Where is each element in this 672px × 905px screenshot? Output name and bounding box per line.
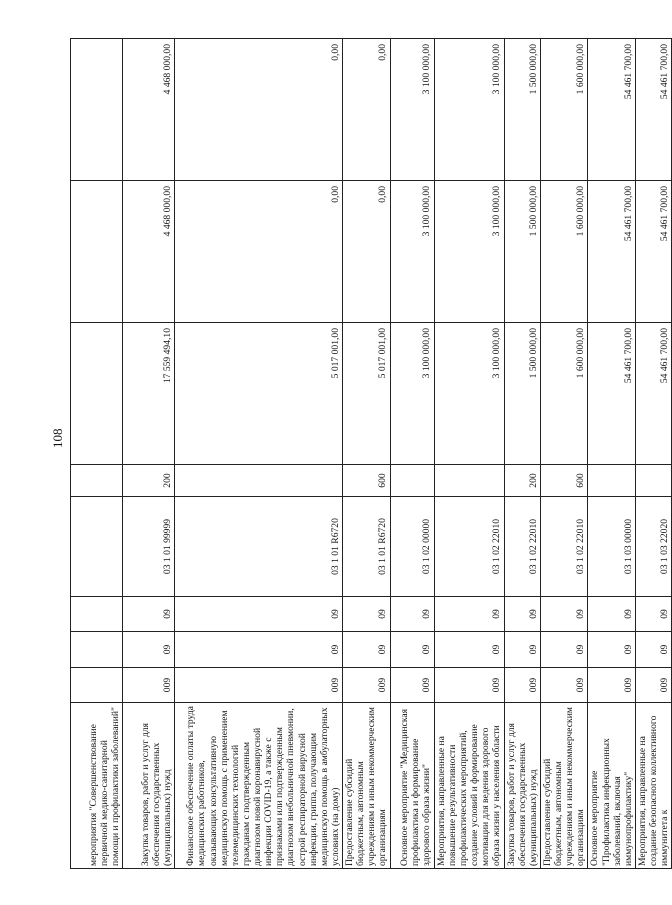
cell-admin-code: 009 xyxy=(540,668,588,703)
table-row xyxy=(504,39,540,869)
cell-expense-type: 200 xyxy=(504,465,540,497)
cell-amount-year-1: 5 017 001,00 xyxy=(343,323,391,465)
cell-amount-year-3: 4 468 000,00 xyxy=(123,39,175,181)
cell-amount-year-3: 0,00 xyxy=(175,39,343,181)
cell-amount-year-1: 3 100 000,00 xyxy=(434,323,504,465)
cell-row-name: Предоставление субсидий бюджетным, автономным учреждениям и иным некоммерческим организациям xyxy=(343,703,391,869)
cell-amount-year-1 xyxy=(71,323,123,465)
cell-admin-code: 009 xyxy=(504,668,540,703)
cell-amount-year-3: 3 100 000,00 xyxy=(434,39,504,181)
rotated-table-wrapper xyxy=(70,39,672,869)
cell-amount-year-3: 0,00 xyxy=(343,39,391,181)
cell-amount-year-3: 54 461 700,00 xyxy=(635,39,671,181)
cell-amount-year-2: 54 461 700,00 xyxy=(635,181,671,323)
cell-subsection-code: 09 xyxy=(588,597,636,632)
cell-section-code: 09 xyxy=(504,632,540,668)
cell-target-article: 03 1 01 R6720 xyxy=(175,497,343,597)
cell-row-name: Финансовое обеспечение оплаты труда медицинских работников, оказывающих консультативную медицинскую помощь с применением телемедицинских технологий гражданам с подтвержденным диагнозом новой коронавирусной инфекции COVID-19, а также с признаками или подтвержденным диагнозом внебольничной пневмонии, острой респираторной вирусной инфекции, гриппа, получающим медицинскую помощь в амбулаторных условиях (на дому) xyxy=(175,703,343,869)
cell-section-code: 09 xyxy=(540,632,588,668)
cell-subsection-code: 09 xyxy=(390,597,434,632)
cell-amount-year-2: 3 100 000,00 xyxy=(390,181,434,323)
cell-row-name: Предоставление субсидий бюджетным, автономным учреждениям и иным некоммерческим организациям xyxy=(540,703,588,869)
cell-admin-code: 009 xyxy=(588,668,636,703)
cell-subsection-code: 09 xyxy=(635,597,671,632)
cell-row-name: Основное мероприятие "Профилактика инфекционных заболеваний, включая иммунопрофилактику" xyxy=(588,703,636,869)
cell-section-code: 09 xyxy=(343,632,391,668)
table-row xyxy=(175,39,343,869)
cell-amount-year-1: 3 100 000,00 xyxy=(390,323,434,465)
cell-row-name: Мероприятия, направленные на повышение результативности профилактических мероприятий, создание условий и формирование мотивации для ведения здорового образа жизни у населения области xyxy=(434,703,504,869)
cell-admin-code: 009 xyxy=(175,668,343,703)
cell-amount-year-2: 3 100 000,00 xyxy=(434,181,504,323)
cell-subsection-code xyxy=(71,597,123,632)
cell-expense-type: 200 xyxy=(123,465,175,497)
cell-amount-year-2 xyxy=(71,181,123,323)
cell-expense-type xyxy=(175,465,343,497)
page-number: 108 xyxy=(50,428,65,448)
cell-admin-code: 009 xyxy=(123,668,175,703)
cell-section-code: 09 xyxy=(123,632,175,668)
table-row xyxy=(635,39,671,869)
cell-amount-year-2: 1 500 000,00 xyxy=(504,181,540,323)
cell-subsection-code: 09 xyxy=(123,597,175,632)
table-body xyxy=(71,39,672,869)
cell-amount-year-1: 1 600 000,00 xyxy=(540,323,588,465)
cell-amount-year-3: 54 461 700,00 xyxy=(588,39,636,181)
cell-subsection-code: 09 xyxy=(434,597,504,632)
cell-expense-type: 600 xyxy=(540,465,588,497)
cell-target-article: 03 1 01 99999 xyxy=(123,497,175,597)
cell-admin-code: 009 xyxy=(434,668,504,703)
cell-expense-type xyxy=(588,465,636,497)
cell-target-article: 03 1 03 22020 xyxy=(635,497,671,597)
cell-admin-code: 009 xyxy=(390,668,434,703)
cell-section-code xyxy=(71,632,123,668)
cell-amount-year-2: 4 468 000,00 xyxy=(123,181,175,323)
cell-amount-year-2: 54 461 700,00 xyxy=(588,181,636,323)
table-row xyxy=(390,39,434,869)
cell-amount-year-1: 54 461 700,00 xyxy=(588,323,636,465)
cell-amount-year-3: 3 100 000,00 xyxy=(390,39,434,181)
cell-subsection-code: 09 xyxy=(175,597,343,632)
cell-admin-code: 009 xyxy=(343,668,391,703)
table-row xyxy=(123,39,175,869)
cell-row-name: Основное мероприятие "Медицинская профилактика и формирование здорового образа жизни" xyxy=(390,703,434,869)
cell-target-article: 03 1 02 22010 xyxy=(434,497,504,597)
cell-row-name: Закупка товаров, работ и услуг для обеспечения государственных (муниципальных) нужд xyxy=(504,703,540,869)
cell-expense-type: 600 xyxy=(343,465,391,497)
cell-amount-year-3: 1 500 000,00 xyxy=(504,39,540,181)
cell-target-article xyxy=(71,497,123,597)
cell-section-code: 09 xyxy=(434,632,504,668)
cell-admin-code: 009 xyxy=(635,668,671,703)
cell-target-article: 03 1 03 00000 xyxy=(588,497,636,597)
cell-target-article: 03 1 02 22010 xyxy=(540,497,588,597)
cell-target-article: 03 1 02 22010 xyxy=(504,497,540,597)
cell-amount-year-2: 0,00 xyxy=(343,181,391,323)
cell-amount-year-3 xyxy=(71,39,123,181)
table-row xyxy=(540,39,588,869)
cell-row-name: мероприятия "Совершенствование первичной медико-санитарной помощи и профилактики заболеваний" xyxy=(71,703,123,869)
cell-amount-year-1: 1 500 000,00 xyxy=(504,323,540,465)
cell-section-code: 09 xyxy=(588,632,636,668)
cell-expense-type xyxy=(390,465,434,497)
cell-section-code: 09 xyxy=(635,632,671,668)
cell-row-name: Закупка товаров, работ и услуг для обеспечения государственных (муниципальных) нужд xyxy=(123,703,175,869)
cell-amount-year-1: 5 017 001,00 xyxy=(175,323,343,465)
cell-target-article: 03 1 02 00000 xyxy=(390,497,434,597)
budget-table xyxy=(70,38,672,869)
cell-admin-code xyxy=(71,668,123,703)
cell-amount-year-3: 1 600 000,00 xyxy=(540,39,588,181)
table-row xyxy=(71,39,123,869)
cell-expense-type xyxy=(635,465,671,497)
cell-expense-type xyxy=(434,465,504,497)
cell-subsection-code: 09 xyxy=(540,597,588,632)
cell-amount-year-2: 0,00 xyxy=(175,181,343,323)
cell-amount-year-2: 1 600 000,00 xyxy=(540,181,588,323)
table-row xyxy=(588,39,636,869)
cell-amount-year-1: 54 461 700,00 xyxy=(635,323,671,465)
cell-amount-year-1: 17 559 494,10 xyxy=(123,323,175,465)
table-row xyxy=(343,39,391,869)
cell-subsection-code: 09 xyxy=(343,597,391,632)
cell-section-code: 09 xyxy=(175,632,343,668)
cell-row-name: Мероприятия, направленные на создание безопасного коллективного иммунитета к xyxy=(635,703,671,869)
cell-subsection-code: 09 xyxy=(504,597,540,632)
cell-target-article: 03 1 01 R6720 xyxy=(343,497,391,597)
cell-section-code: 09 xyxy=(390,632,434,668)
table-row xyxy=(434,39,504,869)
cell-expense-type xyxy=(71,465,123,497)
